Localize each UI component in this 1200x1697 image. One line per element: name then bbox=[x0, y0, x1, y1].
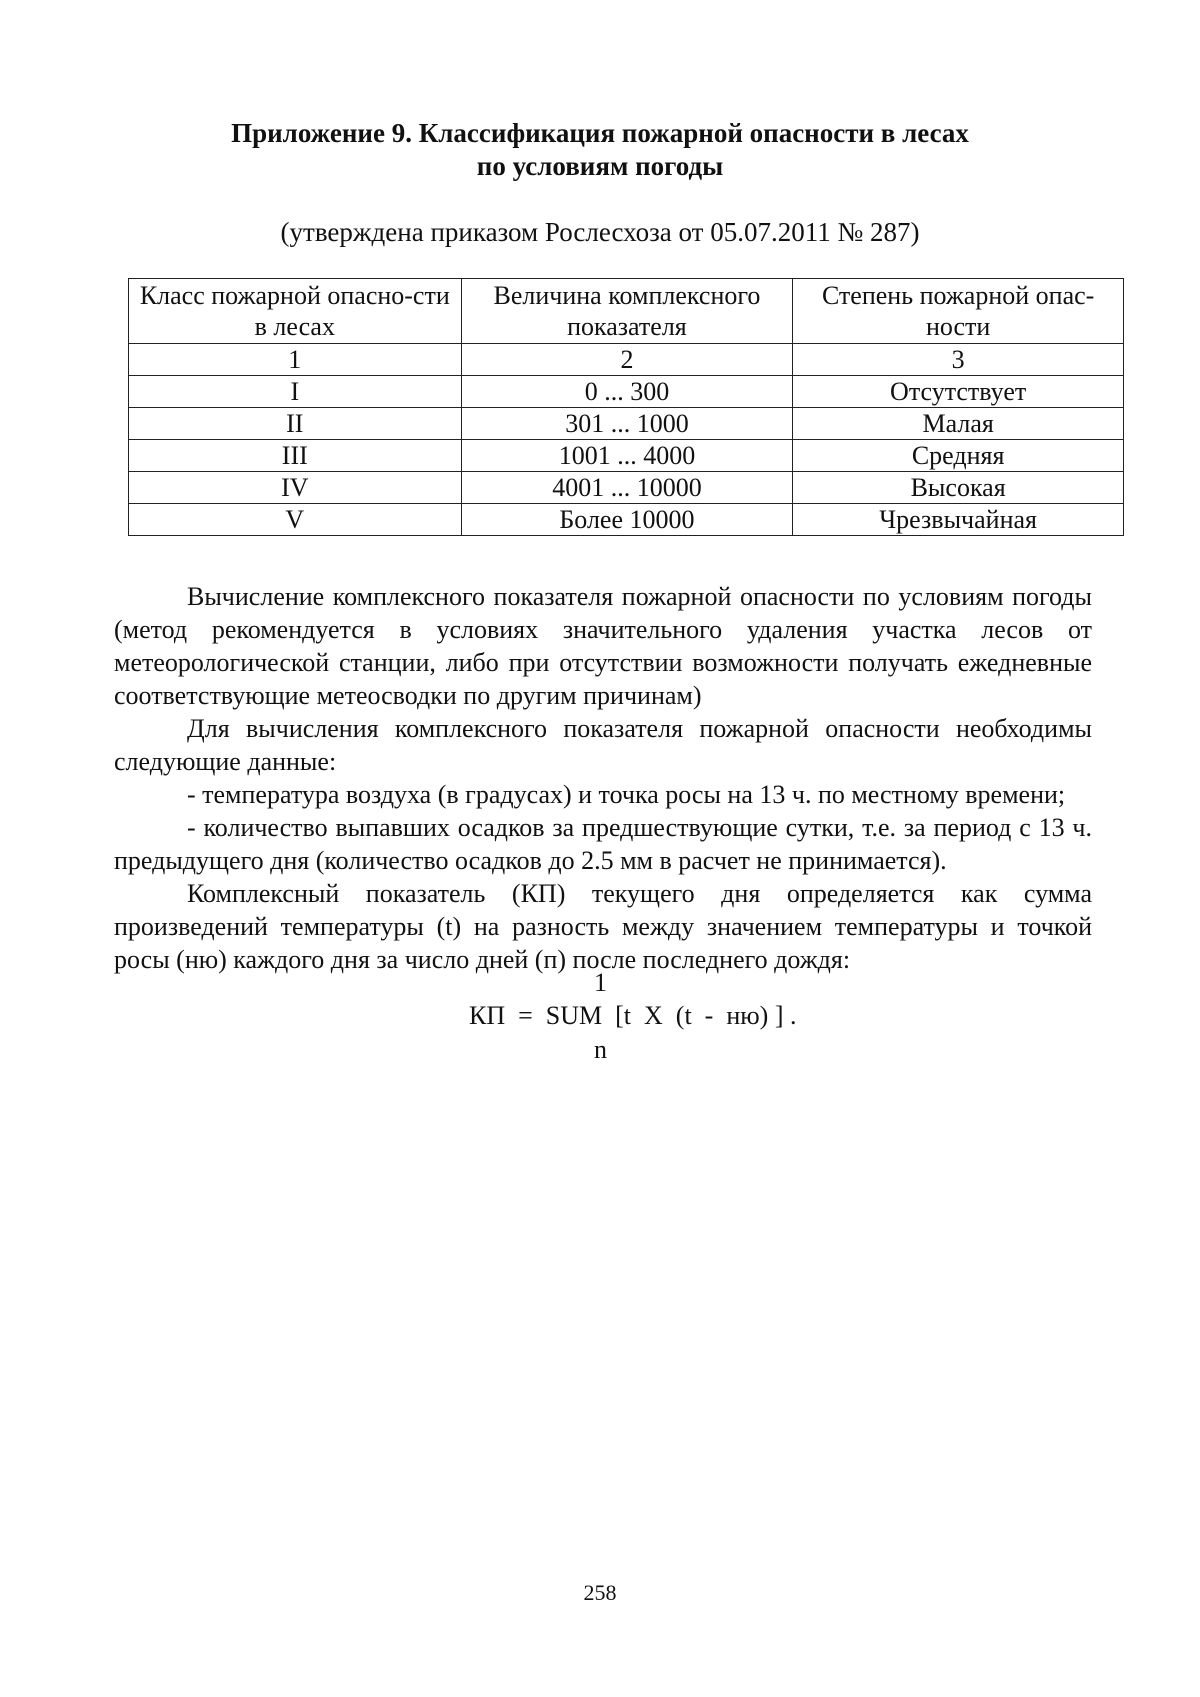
fire-danger-class-table bbox=[128, 278, 1124, 536]
header-index-value: Величина комплексного показателя bbox=[461, 279, 793, 344]
appendix-title-line1: Приложение 9. Классификация пожарной опасности в лесах bbox=[231, 118, 969, 148]
appendix-title-line2: по условиям погоды bbox=[476, 151, 724, 181]
table-cell: 3 bbox=[793, 344, 1124, 376]
table-row bbox=[129, 408, 1124, 440]
page-number: 258 bbox=[583, 1580, 617, 1605]
table-cell: IV bbox=[129, 472, 462, 504]
table-cell: 0 ... 300 bbox=[461, 376, 793, 408]
formula-expression: КП = SUM [t X (t - ню) ] . bbox=[469, 1001, 797, 1030]
table-cell: III bbox=[129, 440, 462, 472]
table-cell: 4001 ... 10000 bbox=[461, 472, 793, 504]
table-cell: Чрезвычайная bbox=[793, 504, 1124, 536]
paragraph-index-definition: Комплексный показатель (КП) текущего дня определяется как сумма произведений температуры (t) на разность между значением температуры и точкой росы (ню) каждого дня за число дней (п) после последнего дождя: bbox=[114, 879, 1092, 974]
approval-note: (утверждена приказом Рослесхоза от 05.07.2011 № 287) bbox=[280, 217, 920, 247]
table-row bbox=[129, 440, 1124, 472]
list-item-temperature: - температура воздуха (в градусах) и точка росы на 13 ч. по местному времени; bbox=[187, 780, 1066, 809]
header-fire-class: Класс пожарной опасно-сти в лесах bbox=[129, 279, 462, 344]
header-danger-degree: Степень пожарной опас-ности bbox=[793, 279, 1124, 344]
table-row bbox=[129, 504, 1124, 536]
table-cell: Высокая bbox=[793, 472, 1124, 504]
paragraph-method: Вычисление комплексного показателя пожарной опасности по условиям погоды (метод рекомендуется в условиях значительного удаления участка лесов от метеорологической станции, либо при отсутствии возможности получать ежедневные соответствующие метеосводки по другим причинам) bbox=[114, 582, 1092, 710]
table-cell: Средняя bbox=[793, 440, 1124, 472]
table-cell: Малая bbox=[793, 408, 1124, 440]
paragraph-required-data: Для вычисления комплексного показателя пожарной опасности необходимы следующие данные: bbox=[114, 714, 1092, 776]
table-cell: 301 ... 1000 bbox=[461, 408, 793, 440]
formula-upper-limit: 1 bbox=[594, 968, 607, 997]
table-cell: 1 bbox=[129, 344, 462, 376]
table-row bbox=[129, 472, 1124, 504]
list-item-precipitation: - количество выпавших осадков за предшествующие сутки, т.е. за период с 13 ч. предыдущего дня (количество осадков до 2.5 мм в расчет не принимается). bbox=[114, 813, 1092, 875]
table-cell: I bbox=[129, 376, 462, 408]
table-cell: II bbox=[129, 408, 462, 440]
table-cell: Более 10000 bbox=[461, 504, 793, 536]
table-cell: V bbox=[129, 504, 462, 536]
table-row bbox=[129, 376, 1124, 408]
table-cell: Отсутствует bbox=[793, 376, 1124, 408]
formula-lower-limit: n bbox=[594, 1035, 607, 1064]
table-row bbox=[129, 344, 1124, 376]
table-cell: 2 bbox=[461, 344, 793, 376]
formula bbox=[0, 968, 1200, 1078]
table-header-row bbox=[129, 279, 1124, 344]
table-cell: 1001 ... 4000 bbox=[461, 440, 793, 472]
body-text bbox=[114, 580, 1092, 976]
